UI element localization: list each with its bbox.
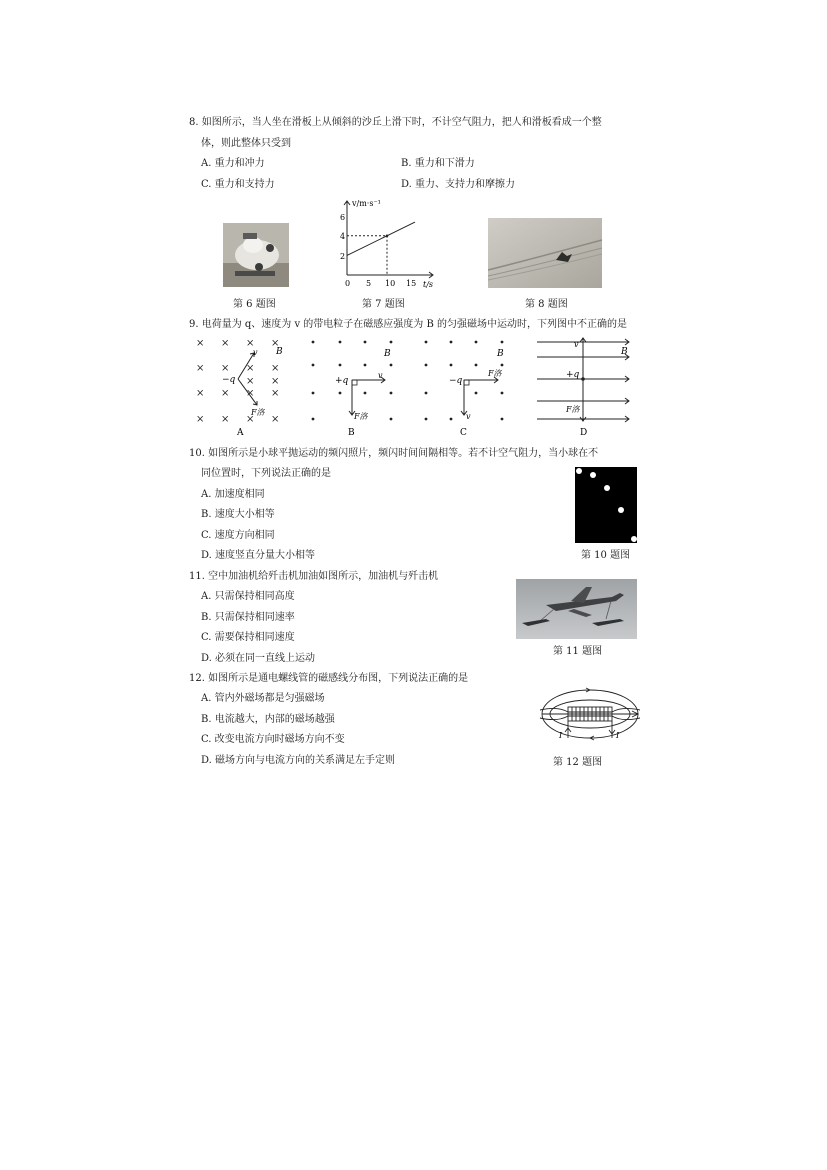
q8-option-c: C. 重力和支持力 <box>201 179 275 190</box>
svg-text:×: × <box>221 388 230 399</box>
q10-stem-line1: 10. 如图所示是小球平抛运动的频闪照片，频闪时间间隔相等。若不计空气阻力，当小球在不 <box>189 448 599 459</box>
fig7-marked-point <box>386 235 389 238</box>
q9c-v-label: v <box>466 412 471 421</box>
svg-text:×: × <box>196 388 205 399</box>
fig6-caption: 第 6 题图 <box>233 299 276 310</box>
svg-text:×: × <box>196 363 205 374</box>
q10-caption: 第 10 题图 <box>581 550 631 561</box>
q9-label-c: C <box>460 428 467 437</box>
svg-text:×: × <box>221 414 230 425</box>
q10-stem-line2: 同位置时，下列说法正确的是 <box>201 468 331 479</box>
fig7-ytick-2: 2 <box>340 252 346 261</box>
q11-stem: 11. 空中加油机给歼击机加油如图所示，加油机与歼击机 <box>189 571 439 582</box>
fig7-xtick-15: 15 <box>406 279 417 288</box>
q10-option-d: D. 速度竖直分量大小相等 <box>201 550 316 561</box>
q9a-b-label: B <box>276 347 283 357</box>
q9-label-b: B <box>348 428 355 437</box>
q11-option-d: D. 必须在同一直线上运动 <box>201 653 316 664</box>
q10-strobe-photo <box>575 467 637 543</box>
q12-current-left: I <box>559 731 563 740</box>
fig7-xtick-0: 0 <box>345 279 351 288</box>
svg-text:×: × <box>246 414 255 425</box>
q9d-b-label: B <box>621 347 628 357</box>
q9c-f-label: F洛 <box>488 369 502 378</box>
fig7-graph <box>325 195 440 291</box>
svg-text:×: × <box>271 388 280 399</box>
fig7-ytick-6: 6 <box>340 213 346 222</box>
fig8-photo <box>488 218 602 288</box>
q9-diagram-c <box>418 335 518 437</box>
q11-option-a: A. 只需保持相同高度 <box>201 591 295 602</box>
q9d-v-label: v <box>574 340 579 349</box>
fig7-ytick-4: 4 <box>340 232 346 241</box>
q12-option-c: C. 改变电流方向时磁场方向不变 <box>201 734 345 745</box>
fig7-xtick-5: 5 <box>366 279 372 288</box>
q8-option-d: D. 重力、支持力和摩擦力 <box>401 179 516 190</box>
svg-text:×: × <box>271 338 280 349</box>
q9c-b-label: B <box>497 349 504 359</box>
svg-text:×: × <box>196 338 205 349</box>
q9b-v-label: v <box>378 371 383 380</box>
fig6-photo <box>223 223 289 287</box>
q9-label-d: D <box>580 428 588 437</box>
svg-text:×: × <box>271 414 280 425</box>
q12-current-right: I <box>616 731 620 740</box>
q10-option-b: B. 速度大小相等 <box>201 509 275 520</box>
fig7-series-line <box>347 222 415 255</box>
q9-diagram-d <box>535 335 635 437</box>
svg-text:×: × <box>221 363 230 374</box>
q9a-f-label: F洛 <box>251 408 265 417</box>
q9-label-a: A <box>237 428 244 437</box>
svg-text:×: × <box>271 363 280 374</box>
q10-option-c: C. 速度方向相同 <box>201 530 275 541</box>
q9b-charge: +q <box>335 376 349 386</box>
fig7-caption: 第 7 题图 <box>362 299 405 310</box>
fig7-axis-y-label: v/m·s⁻¹ <box>352 199 381 208</box>
svg-text:×: × <box>246 338 255 349</box>
q9d-f-label: F洛 <box>566 405 580 414</box>
svg-text:×: × <box>246 388 255 399</box>
q9b-f-label: F洛 <box>354 412 368 421</box>
q8-option-a: A. 重力和冲力 <box>201 158 265 169</box>
q12-solenoid-diagram <box>538 680 642 750</box>
q9d-charge: +q <box>566 370 580 380</box>
q9-diagram-a <box>193 335 293 437</box>
q9c-charge: −q <box>449 376 463 386</box>
q11-refuel-photo <box>516 579 637 639</box>
q12-option-a: A. 管内外磁场都是匀强磁场 <box>201 693 325 704</box>
q12-stem: 12. 如图所示是通电螺线管的磁感线分布图，下列说法正确的是 <box>189 673 469 684</box>
fig8-caption: 第 8 题图 <box>525 299 568 310</box>
svg-text:×: × <box>246 363 255 374</box>
q9-stem: 9. 电荷量为 q、速度为 v 的带电粒子在磁感应强度为 B 的匀强磁场中运动时，下列图中不正确的是 <box>189 319 628 330</box>
q9-diagram-b <box>305 335 407 437</box>
fig7-axis-x-label: t/s <box>423 280 434 289</box>
q8-stem-line2: 体，则此整体只受到 <box>201 138 291 149</box>
svg-text:×: × <box>271 376 280 387</box>
q11-option-c: C. 需要保持相同速度 <box>201 632 295 643</box>
q10-option-a: A. 加速度相同 <box>201 489 265 500</box>
svg-text:×: × <box>246 376 255 387</box>
q8-stem-line1: 8. 如图所示，当人坐在滑板上从倾斜的沙丘上滑下时，不计空气阻力，把人和滑板看成一个整 <box>189 117 602 128</box>
svg-text:×: × <box>196 414 205 425</box>
q9a-v-label: v <box>253 348 258 357</box>
fig7-xtick-10: 10 <box>385 279 396 288</box>
q12-option-b: B. 电流越大，内部的磁场越强 <box>201 714 335 725</box>
q8-option-b: B. 重力和下滑力 <box>401 158 475 169</box>
q12-option-d: D. 磁场方向与电流方向的关系满足左手定则 <box>201 755 396 766</box>
svg-text:×: × <box>221 338 230 349</box>
q11-caption: 第 11 题图 <box>553 646 603 657</box>
q9b-b-label: B <box>384 349 391 359</box>
q12-caption: 第 12 题图 <box>553 757 603 768</box>
q11-option-b: B. 只需保持相同速率 <box>201 612 295 623</box>
q9a-charge: −q <box>222 375 236 385</box>
